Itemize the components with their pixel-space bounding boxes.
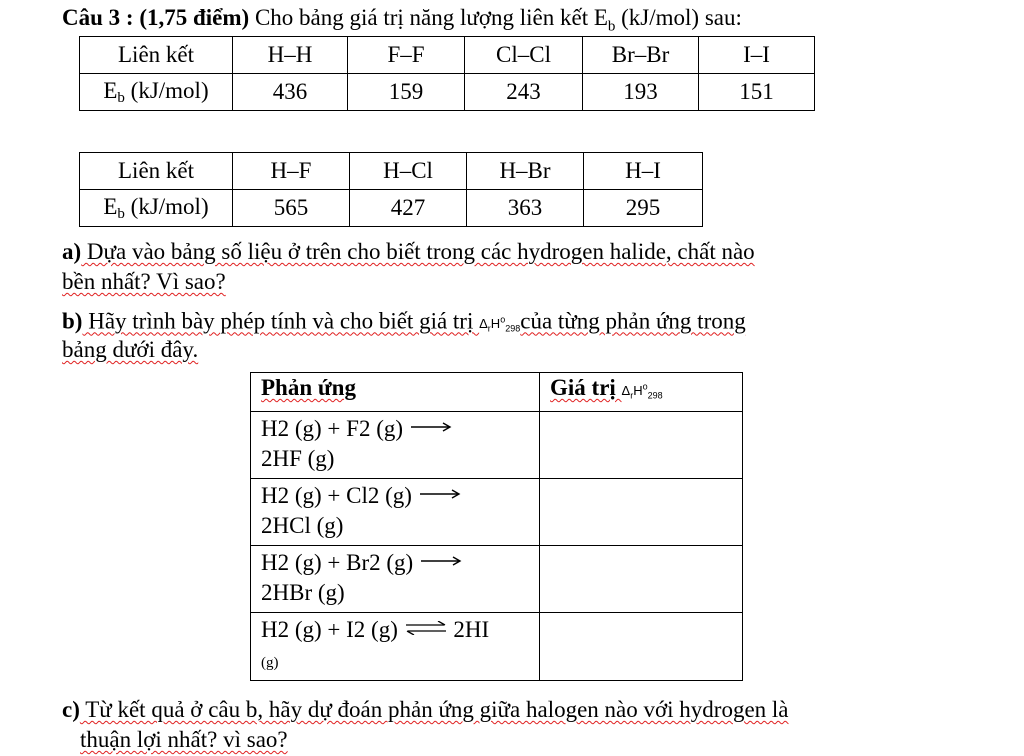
reaction-cell: H2 (g) + I2 (g) 2HI (g) [251, 613, 540, 681]
delta-h-symbol: $\Delta_rH^o_{298}$ [479, 315, 521, 334]
equilibrium-arrow-icon [404, 625, 448, 637]
reaction-cell: H2 (g) + Cl2 (g) 2HCl (g) [251, 479, 540, 546]
table-cell: 295 [584, 190, 703, 227]
reaction-cell: H2 (g) + Br2 (g) 2HBr (g) [251, 546, 540, 613]
table-cell: 159 [348, 74, 465, 111]
value-cell[interactable] [540, 546, 743, 613]
table-cell: H–F [233, 153, 350, 190]
table-cell: H–H [233, 37, 348, 74]
bond-energy-table-1 [79, 36, 815, 111]
table-cell: 243 [465, 74, 583, 111]
table-cell: 436 [233, 74, 348, 111]
value-cell[interactable] [540, 412, 743, 479]
table-cell: 193 [583, 74, 699, 111]
table-cell: H–Br [467, 153, 584, 190]
table-cell: 427 [350, 190, 467, 227]
question-b-line1: b) Hãy trình bày phép tính và cho biết giá trị $\Delta_rH^o_{298}của$ từng phản ứng trong [62, 308, 746, 334]
table-row [80, 37, 815, 74]
value-cell[interactable] [540, 479, 743, 546]
table-cell: $E_b$ (kJ/mol) [80, 190, 233, 227]
question-c-line1: c) Từ kết quả ở câu b, hãy dự đoán phản ứng giữa halogen nào với hydrogen là [62, 697, 789, 722]
header-sub: b [607, 18, 616, 35]
question-a-line2: bền nhất? Vì sao? [62, 269, 226, 294]
table-row [251, 373, 743, 412]
question-points: (1,75 điểm) [139, 5, 250, 30]
table-cell: F–F [348, 37, 465, 74]
table-row [80, 190, 703, 227]
value-cell[interactable] [540, 613, 743, 681]
header-value: Giá trị $\Delta_rH^o_{298}$ [540, 373, 743, 412]
reaction-table [250, 372, 743, 681]
table-cell: I–I [699, 37, 815, 74]
bond-energy-table-2 [79, 152, 703, 227]
delta-h-symbol: $\Delta_rH^o_{298}$ [621, 381, 663, 401]
table-row [80, 153, 703, 190]
forward-arrow-icon [419, 558, 463, 570]
question-a-line1: a) Dựa vào bảng số liệu ở trên cho biết trong các hydrogen halide, chất nào [62, 239, 755, 264]
table-row [251, 613, 743, 681]
header-reaction: Phản ứng [251, 373, 540, 412]
table-row [80, 74, 815, 111]
question-label: Câu 3 : [62, 5, 140, 30]
table-row [251, 412, 743, 479]
header-text-after: (kJ/mol) sau: [615, 5, 742, 30]
forward-arrow-icon [409, 424, 453, 436]
table-cell: Liên kết [80, 37, 233, 74]
table-cell: 363 [467, 190, 584, 227]
table-cell: $E_b$ (kJ/mol) [80, 74, 233, 111]
table-cell: H–Cl [350, 153, 467, 190]
table-row [251, 546, 743, 613]
forward-arrow-icon [418, 491, 462, 503]
table-cell: Br–Br [583, 37, 699, 74]
question-b-line2: bảng dưới đây. [62, 337, 199, 362]
header-text: Cho bảng giá trị năng lượng liên kết E [249, 5, 608, 30]
reaction-cell: H2 (g) + F2 (g) 2HF (g) [251, 412, 540, 479]
question-c-line2: thuận lợi nhất? vì sao? [80, 727, 288, 752]
table-row [251, 479, 743, 546]
table-cell: Liên kết [80, 153, 233, 190]
table-cell: 565 [233, 190, 350, 227]
table-cell: 151 [699, 74, 815, 111]
table-cell: Cl–Cl [465, 37, 583, 74]
table-cell: H–I [584, 153, 703, 190]
